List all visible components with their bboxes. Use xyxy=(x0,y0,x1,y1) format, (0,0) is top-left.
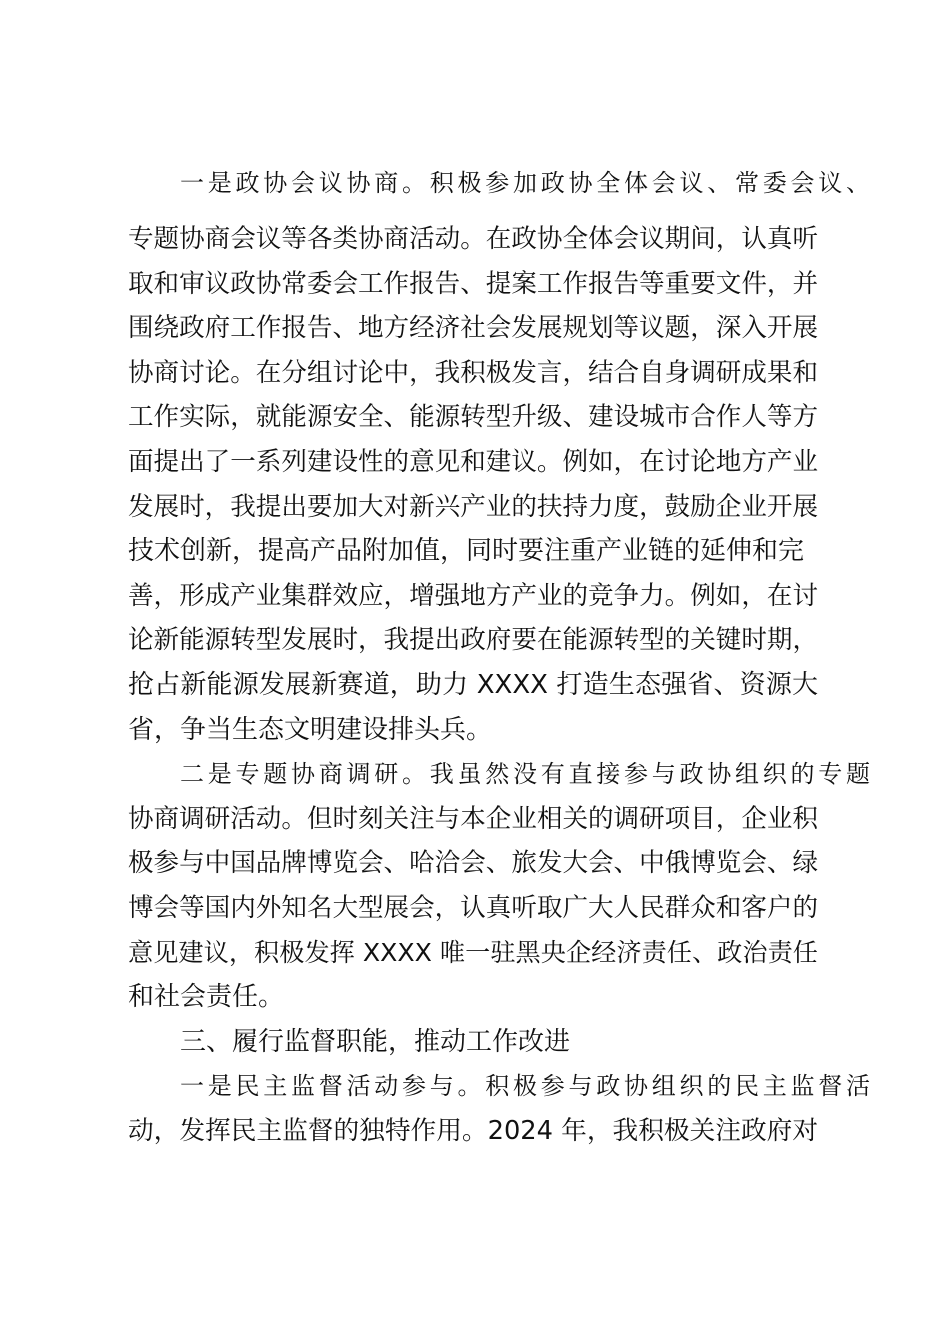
text-line: 协商讨论。在分组讨论中，我积极发言，结合自身调研成果和 xyxy=(128,358,818,388)
text-line: 面提出了一系列建设性的意见和建议。例如，在讨论地方产业 xyxy=(128,447,818,477)
section-heading: 三、履行监督职能，推动工作改进 xyxy=(180,1027,571,1057)
text-line: 取和审议政协常委会工作报告、提案工作报告等重要文件，并 xyxy=(128,269,818,299)
text-line: 和社会责任。 xyxy=(128,982,285,1012)
text-line: 围绕政府工作报告、地方经济社会发展规划等议题，深入开展 xyxy=(128,313,818,343)
text-line: 动，发挥民主监督的独特作用。2024 年，我积极关注政府对 xyxy=(128,1116,819,1146)
text-line: 极参与中国品牌博览会、哈洽会、旅发大会、中俄博览会、绿 xyxy=(128,848,818,878)
text-line: 论新能源转型发展时，我提出政府要在能源转型的关键时期， xyxy=(128,625,818,655)
text-line: 工作实际，就能源安全、能源转型升级、建设城市合作人等方 xyxy=(128,402,818,432)
text-line: 善，形成产业集群效应，增强地方产业的竞争力。例如，在讨 xyxy=(128,581,818,611)
text-line: 协商调研活动。但时刻关注与本企业相关的调研项目，企业积 xyxy=(128,804,818,834)
text-line: 技术创新，提高产品附加值，同时要注重产业链的延伸和完 xyxy=(128,536,805,566)
text-line: 二是专题协商调研。我虽然没有直接参与政协组织的专题 xyxy=(180,760,870,788)
text-line: 省，争当生态文明建设排头兵。 xyxy=(128,715,493,745)
text-line: 一是民主监督活动参与。积极参与政协组织的民主监督活 xyxy=(180,1072,870,1100)
text-line: 意见建议，积极发挥 XXXX 唯一驻黑央企经济责任、政治责任 xyxy=(128,938,818,967)
text-line: 专题协商会议等各类协商活动。在政协全体会议期间，认真听 xyxy=(128,224,818,254)
text-line: 一是政协会议协商。积极参加政协全体会议、常委会议、 xyxy=(180,169,870,197)
text-line: 发展时，我提出要加大对新兴产业的扶持力度，鼓励企业开展 xyxy=(128,492,818,522)
text-line: 博会等国内外知名大型展会，认真听取广大人民群众和客户的 xyxy=(128,893,818,923)
text-line: 抢占新能源发展新赛道，助力 XXXX 打造生态强省、资源大 xyxy=(128,670,818,700)
